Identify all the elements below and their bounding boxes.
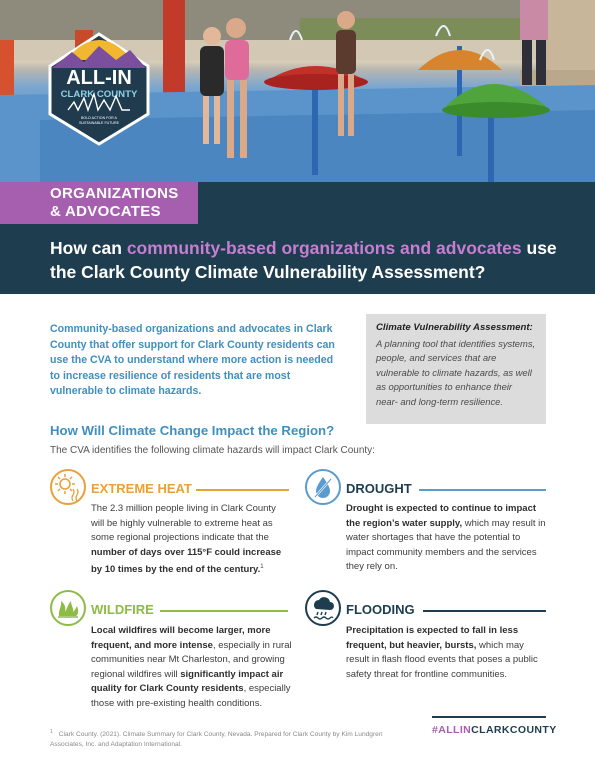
logo-tagline2: SUSTAINABLE FUTURE — [78, 121, 120, 125]
footnote — [50, 727, 395, 750]
hazard-title-extreme-heat: EXTREME HEAT — [91, 481, 192, 496]
hazard-body-flooding: Precipitation is expected to fall in less frequent, but heavier, bursts, which may result in flash flood events that poses a public safety threat for frontline communities. — [346, 625, 538, 680]
cva-definition-box — [366, 314, 546, 424]
hazard-divider-drought — [419, 489, 546, 491]
sun-heat-icon — [50, 469, 86, 505]
impact-subheading: The CVA identifies the following climate hazards will impact Clark County: — [50, 445, 375, 456]
logo-line2: CLARK COUNTY — [60, 89, 138, 100]
hazard-title-wildfire: WILDFIRE — [91, 602, 154, 617]
headline-highlight: community-based organizations and advocates — [126, 238, 522, 258]
page-headline — [50, 236, 570, 284]
footnote-number: 1 — [50, 729, 53, 735]
hazard-divider-flooding — [423, 610, 546, 612]
cva-box-body: A planning tool that identifies systems, people, and services that are vulnerable to climate hazards, as well as opportunities to enhance their near- and long-term resilience. — [376, 338, 536, 407]
hashtag-divider — [432, 716, 546, 718]
impact-heading: How Will Climate Change Impact the Region? — [50, 423, 335, 438]
logo-tagline1: BOLD ACTION FOR A — [81, 116, 117, 120]
section-label-line1: ORGANIZATIONS — [50, 185, 179, 202]
logo-line1: ALL-IN — [66, 67, 132, 89]
hazard-title-flooding: FLOODING — [346, 602, 415, 617]
hero-photo — [0, 0, 595, 182]
flames-icon — [50, 590, 86, 626]
rain-cloud-icon — [305, 590, 341, 626]
footnote-text: Clark County. (2021). Climate Summary for Clark County, Nevada. Prepared for Clark County by Kim Lundgren Associates, Inc. and Adaptation International. — [50, 731, 383, 749]
hazard-body-extreme-heat: The 2.3 million people living in Clark County will be highly vulnerable to extreme heat as some regional projections indicate that the number of days over 115°F could increase by 10 times by the end of the century.$^1$ — [91, 503, 282, 576]
section-label — [0, 182, 198, 224]
hazard-body-drought: Drought is expected to continue to impact the region’s water supply, which may result in water shortages that have the potential to impact community members and the services they rely on. — [346, 503, 546, 573]
headline-after: use the Clark County Climate Vulnerability Assessment? — [50, 238, 557, 282]
headline-before: How can — [50, 238, 127, 258]
all-in-clark-county-logo — [44, 28, 154, 148]
section-label-line2: & ADVOCATES — [50, 203, 161, 220]
water-drop-slash-icon — [305, 469, 341, 505]
hazard-divider-heat — [196, 489, 289, 491]
intro-paragraph: Community-based organizations and advocates in Clark County that offer support for Clark County residents can use the CVA to understand where more action is needed to increase resilience of residents that are most vulnerable to climate hazards. — [50, 323, 335, 397]
hazard-divider-wildfire — [160, 610, 288, 612]
hazard-body-wildfire: Local wildfires will become larger, more frequent, and more intense, especially in rural communities near Mt Charleston, and growing regional wildfires will significantly impact air quality for Clark County residents, especially those with pre-existing health conditions. — [91, 625, 292, 709]
cva-box-title: Climate Vulnerability Assessment: — [376, 322, 533, 333]
hashtag: #ALLINCLARKCOUNTY — [432, 724, 557, 736]
hazard-title-drought: DROUGHT — [346, 481, 412, 496]
